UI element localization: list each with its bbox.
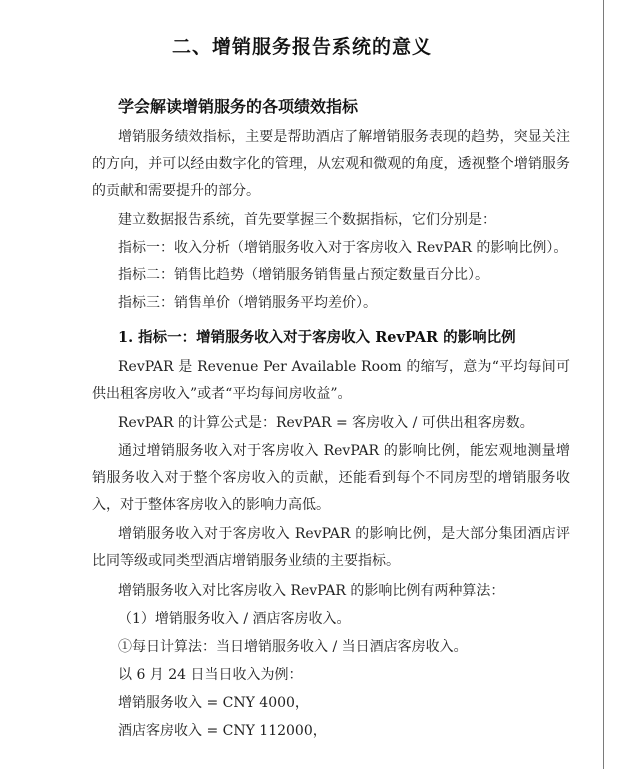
- upsell-revenue-line: 增销服务收入 = CNY 4000，: [118, 695, 309, 711]
- indicator-1: 指标一：收入分析（增销服务收入对于客房收入 RevPAR 的影响比例）。: [118, 240, 568, 256]
- benchmark-paragraph: 增销服务收入对于客房收入 RevPAR 的影响比例，是大部分集团酒店评比同等级或同类型酒店增销服务业绩的主要指标。: [92, 526, 570, 569]
- subheading: 学会解读增销服务的各项绩效指标: [118, 97, 359, 116]
- daily-calculation-line: ①每日计算法：当日增销服务收入 / 当日酒店客房收入。: [118, 639, 468, 655]
- formula-line: RevPAR 的计算公式是：RevPAR = 客房收入 / 可供出租客房数。: [118, 415, 534, 431]
- indicator-3: 指标三：销售单价（增销服务平均差价）。: [118, 295, 377, 311]
- indicator-2: 指标二：销售比趋势（增销服务销售量占预定数量百分比）。: [118, 267, 489, 283]
- room-revenue-line: 酒店客房收入 = CNY 112000，: [118, 723, 327, 739]
- setup-line: 建立数据报告系统，首先要掌握三个数据指标，它们分别是：: [118, 212, 496, 228]
- methods-line: 增销服务收入对比客房收入 RevPAR 的影响比例有两种算法：: [118, 583, 505, 599]
- intro-paragraph: 增销服务绩效指标，主要是帮助酒店了解增销服务表现的趋势，突显关注的方向，并可以经由数字化的管理，从宏观和微观的角度，透视整个增销服务的贡献和需要提升的部分。: [92, 129, 570, 199]
- impact-paragraph: 通过增销服务收入对于客房收入 RevPAR 的影响比例，能宏观地测量增销服务收入对于整个客房收入的贡献，还能看到每个不同房型的增销服务收入，对于整体客房收入的影响力高低。: [92, 443, 570, 513]
- page-title: 二、增销服务报告系统的意义: [171, 36, 432, 58]
- section-heading: 1. 指标一：增销服务收入对于客房收入 RevPAR 的影响比例: [118, 329, 516, 346]
- method-1-line: （1）增销服务收入 / 酒店客房收入。: [118, 611, 351, 627]
- example-intro-line: 以 6 月 24 日当日收入为例：: [118, 667, 303, 683]
- page-margin: [604, 0, 640, 769]
- revpar-definition-paragraph: RevPAR 是 Revenue Per Available Room 的缩写，意为“平均每间可供出租客房收入”或者“平均每间房收益”。: [92, 359, 570, 402]
